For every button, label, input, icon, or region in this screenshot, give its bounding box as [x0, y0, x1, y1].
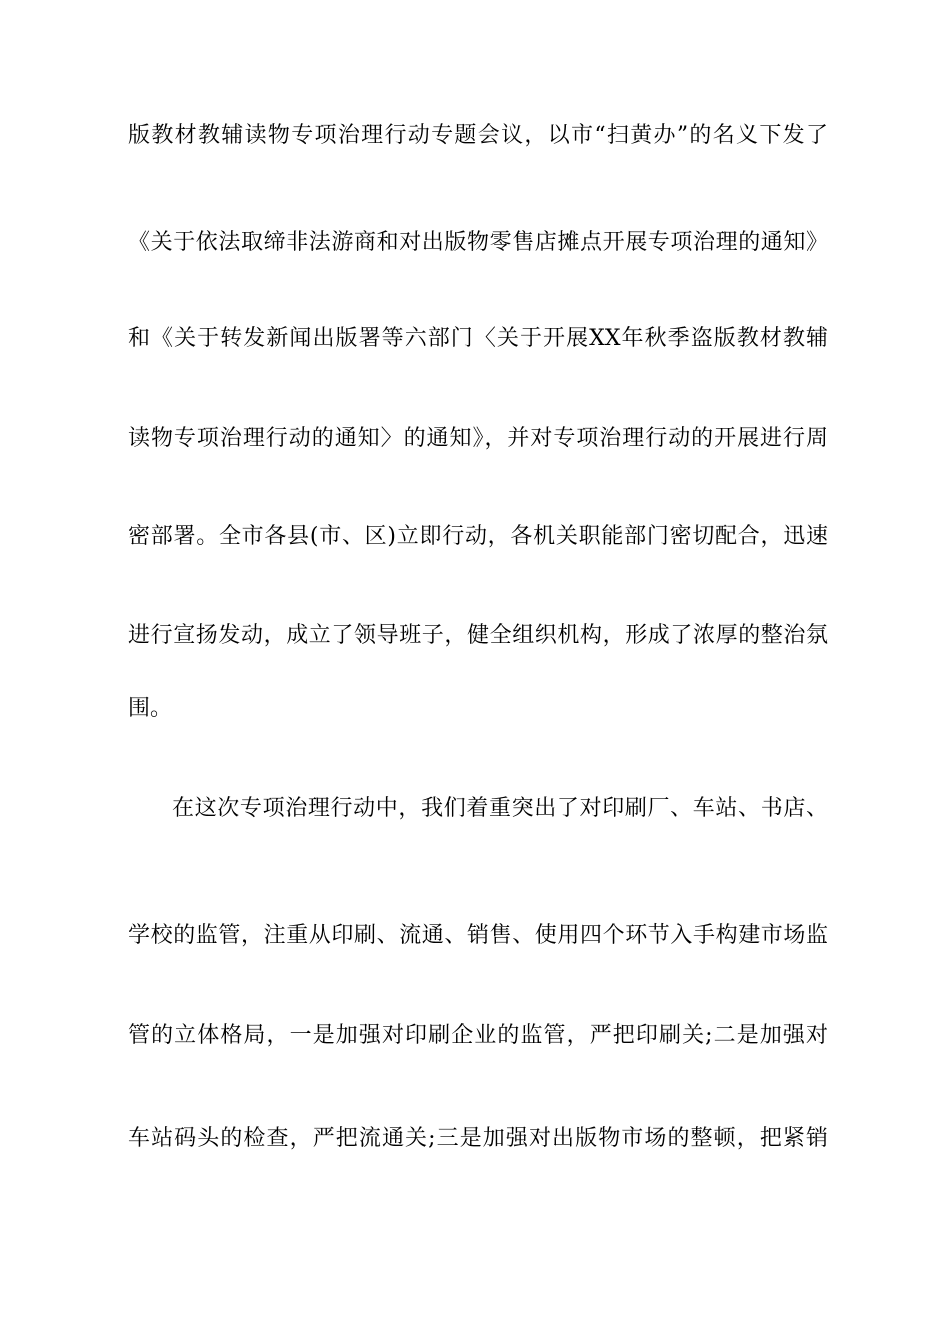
paragraph-line: 密部署。全市各县(市、区)立即行动，各机关职能部门密切配合，迅速 [128, 524, 828, 549]
paragraph-line: 进行宣扬发动，成立了领导班子，健全组织机构，形成了浓厚的整治氛 [128, 623, 828, 648]
paragraph-line: 《关于依法取缔非法游商和对出版物零售店摊点开展专项治理的通知》 [128, 230, 828, 255]
paragraph-line: 版教材教辅读物专项治理行动专题会议，以市“扫黄办”的名义下发了 [128, 123, 828, 148]
paragraph-line: 围。 [128, 696, 173, 721]
paragraph-line: 读物专项治理行动的通知〉的通知》，并对专项治理行动的开展进行周 [128, 426, 828, 451]
paragraph-line: 在这次专项治理行动中，我们着重突出了对印刷厂、车站、书店、 [172, 796, 828, 821]
paragraph-line: 车站码头的检查，严把流通关;三是加强对出版物市场的整顿，把紧销 [128, 1126, 828, 1151]
paragraph-line: 管的立体格局，一是加强对印刷企业的监管，严把印刷关;二是加强对 [128, 1023, 828, 1048]
paragraph-line: 和《关于转发新闻出版署等六部门〈关于开展XX年秋季盗版教材教辅 [128, 326, 828, 351]
paragraph-line: 学校的监管，注重从印刷、流通、销售、使用四个环节入手构建市场监 [128, 923, 828, 948]
